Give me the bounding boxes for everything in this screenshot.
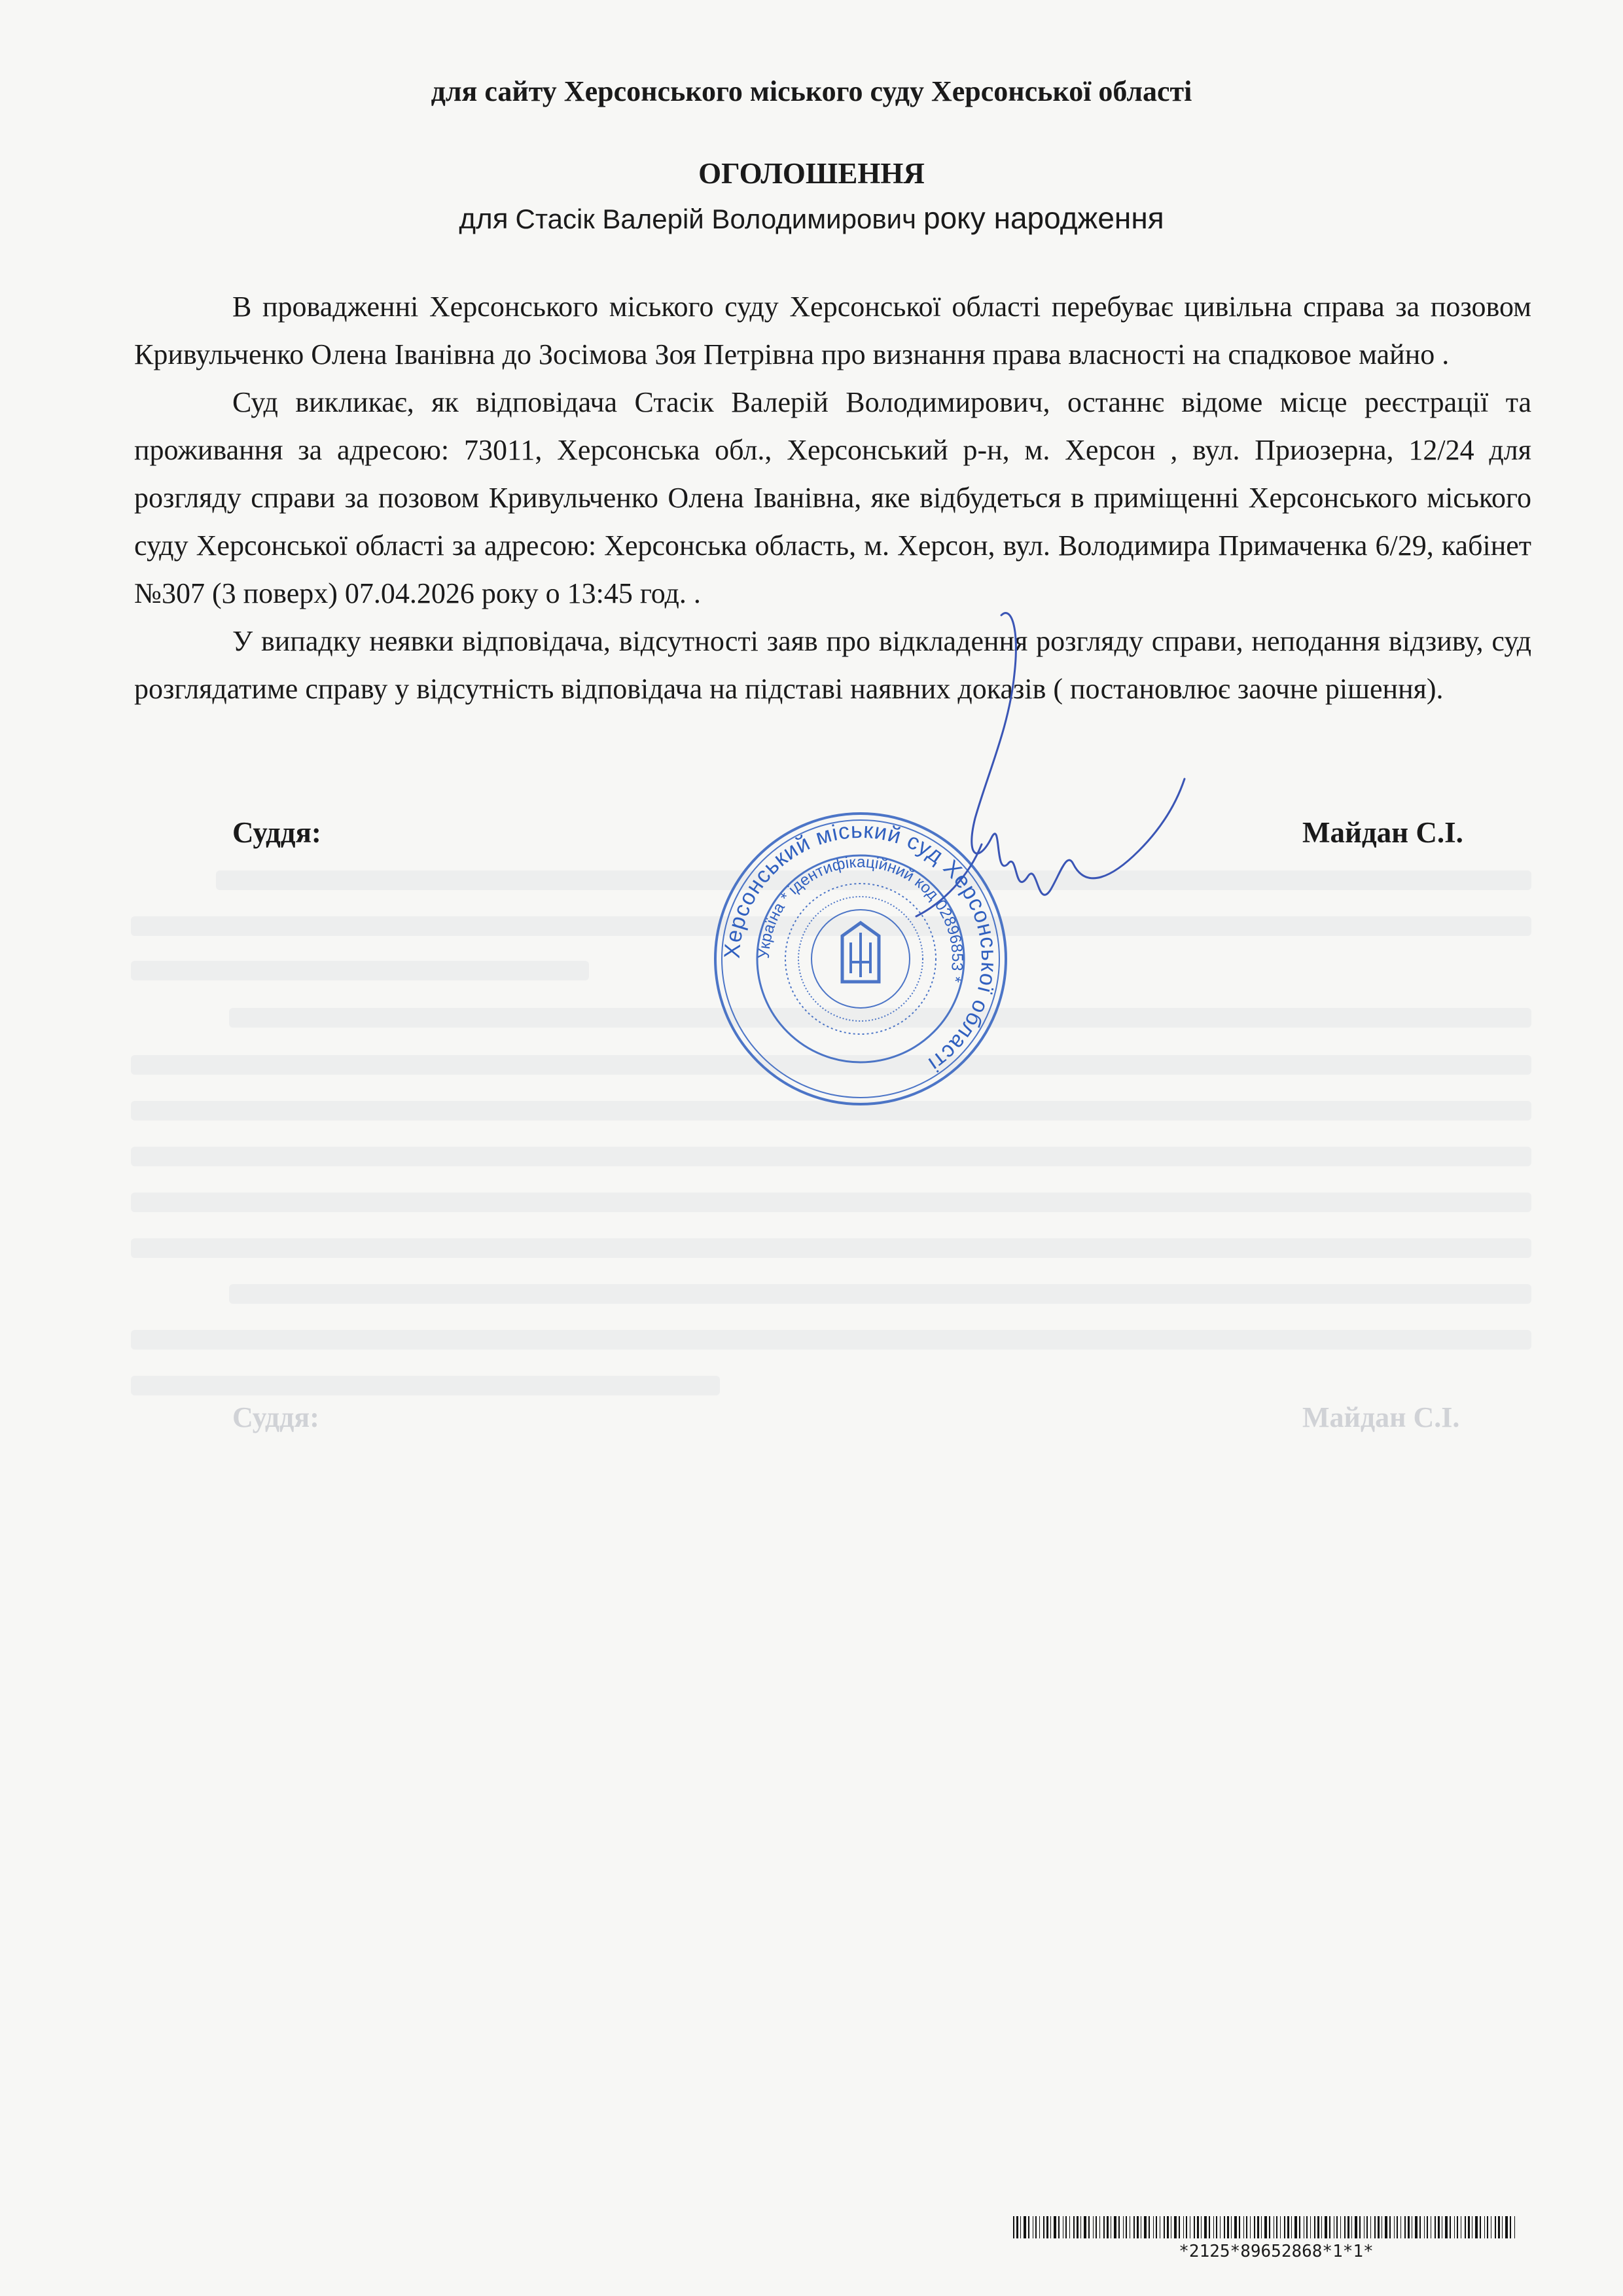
stamp-inner-text: Україна * ідентифікаційний код 02896853 * bbox=[755, 853, 967, 984]
defendant-name: Стасік Валерій Володимирович bbox=[515, 204, 916, 234]
barcode-icon bbox=[1013, 2216, 1517, 2238]
subtitle-prefix: для bbox=[459, 203, 508, 235]
barcode-number: *2125*89652868*1*1* bbox=[1179, 2242, 1374, 2261]
reverse-judge-name: Майдан С.І. bbox=[1302, 1401, 1460, 1433]
paragraph-case: В провадженні Херсонського міського суду Херсонської області перебуває цивільна справа за позовом Кривульченко Олена Іванівна до Зосімова Зоя Петрівна про визнання права власності на спадковое майно . bbox=[134, 291, 1531, 370]
paragraph-summons: Суд викликає, як відповідача Стасік Валерій Володимирович, останнє відоме місце реєстрації та проживання за адресою: 73011, Херсонська обл., Херсонський р-н, м. Херсон , вул. Приозерна, 12/24 для розгляду справи за позовом Кривульченко Олена Іванівна, яке відбудеться в приміщенні Херсонського міського суду Херсонської області за адресою: Херсонська область, м. Херсон, вул. Володимира Примаченка 6/29, кабінет №307 (3 поверх) 07.04.2026 року о 13:45 год. . bbox=[134, 386, 1531, 609]
judge-name: Майдан С.І. bbox=[1302, 816, 1463, 849]
court-stamp-icon bbox=[704, 802, 1018, 1116]
document-title: ОГОЛОШЕННЯ bbox=[698, 157, 925, 190]
stamp-outer-text: Херсонський міський суд Херсонської області bbox=[719, 817, 1002, 1077]
announcement-body bbox=[134, 283, 1531, 713]
paragraph-consequences: У випадку неявки відповідача, відсутності заяв про відкладення розгляду справи, неподання відзиву, суд розглядатиме справу у відсутність відповідача на підставі наявних доказів ( постановлює заочне рішення). bbox=[134, 625, 1531, 705]
subtitle-suffix: року народження bbox=[923, 201, 1164, 235]
document-subtitle bbox=[0, 203, 1623, 234]
judge-label: Суддя: bbox=[232, 816, 321, 849]
reverse-judge-label: Суддя: bbox=[232, 1401, 319, 1433]
document-header: для сайту Херсонського міського суду Херсонської області bbox=[431, 75, 1192, 107]
